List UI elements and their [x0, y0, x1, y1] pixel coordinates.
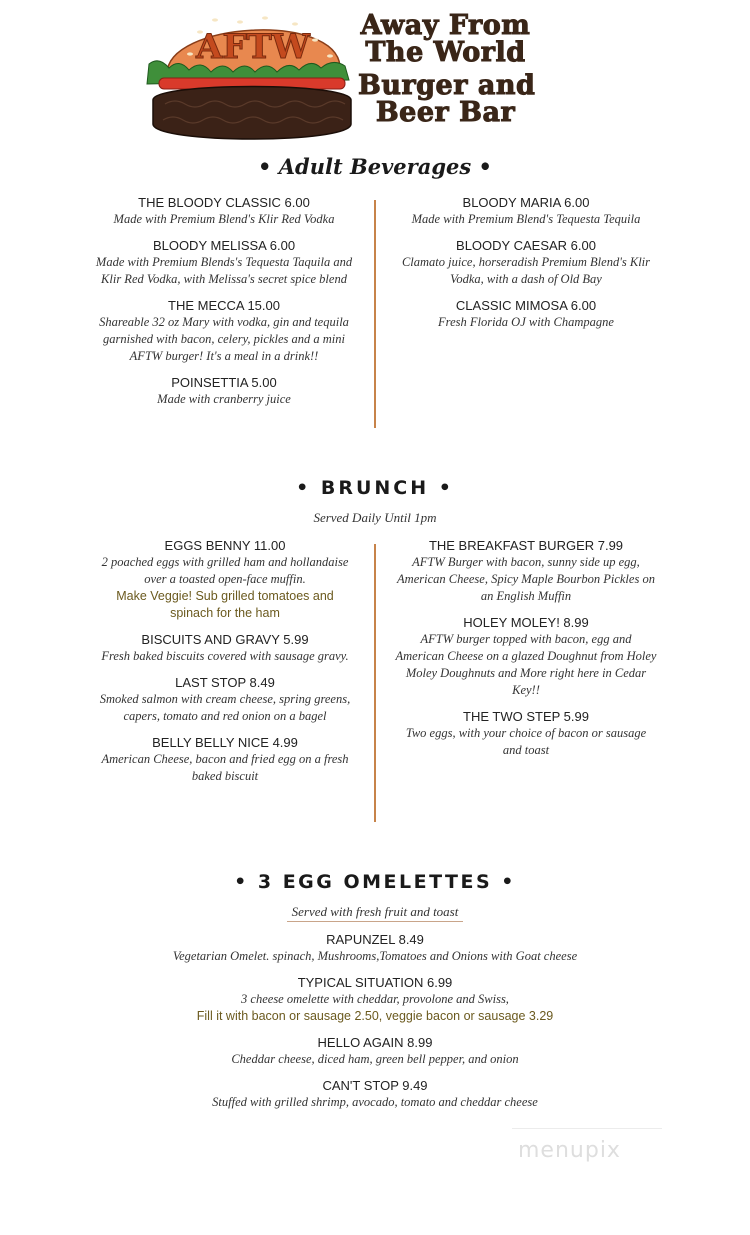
adult-beverages-left-column	[95, 194, 353, 417]
menu-item-description: Two eggs, with your choice of bacon or sausage and toast	[405, 726, 647, 757]
restaurant-name-line: Away From	[360, 10, 531, 41]
brunch-title: • BRUNCH •	[296, 477, 454, 499]
burger-illustration	[145, 4, 355, 164]
brunch-subtitle: Served Daily Until 1pm	[313, 510, 437, 525]
menu-item-description: Made with Premium Blend's Tequesta Tequila	[411, 212, 641, 226]
omelettes-list	[100, 931, 650, 1120]
menu-item-description: Stuffed with grilled shrimp, avocado, tomato and cheddar cheese	[212, 1095, 538, 1109]
brunch-right-column	[395, 537, 657, 768]
omelettes-subtitle: Served with fresh fruit and toast	[291, 904, 459, 919]
menu-item-description: Shareable 32 oz Mary with vodka, gin and tequila garnished with bacon, celery, pickles and a mini AFTW burger! It's a meal in a drink!!	[99, 315, 349, 363]
menu-item	[100, 1077, 650, 1111]
menu-item-name: HELLO AGAIN 8.99	[317, 1035, 433, 1050]
menu-item	[395, 537, 657, 605]
menu-item-name: CAN'T STOP 9.49	[322, 1078, 428, 1093]
menu-item-name: BELLY BELLY NICE 4.99	[152, 735, 298, 750]
watermark: menupix	[518, 1138, 621, 1163]
menu-item	[97, 734, 353, 785]
logo-bun-text: AFTW	[195, 27, 311, 67]
adult-beverages-right-column	[396, 194, 656, 340]
menu-item	[100, 1034, 650, 1068]
menu-item-name: BLOODY MARIA 6.00	[462, 195, 590, 210]
menu-item-name: BISCUITS AND GRAVY 5.99	[141, 632, 309, 647]
menu-item	[396, 194, 656, 228]
subtitle-underline	[287, 921, 463, 922]
menu-item-note: Fill it with bacon or sausage 2.50, veggie bacon or sausage 3.29	[196, 1009, 554, 1023]
menu-item-name: THE TWO STEP 5.99	[463, 709, 589, 724]
adult-beverages-title: • Adult Beverages •	[258, 154, 492, 179]
column-divider	[374, 544, 376, 822]
menu-item-name: THE MECCA 15.00	[168, 298, 280, 313]
menu-item-description: Made with Premium Blend's Klir Red Vodka	[113, 212, 335, 226]
burger-logo	[145, 4, 355, 164]
brunch-left-column	[97, 537, 353, 794]
menu-item	[95, 297, 353, 365]
menu-item	[97, 537, 353, 622]
menu-item	[396, 297, 656, 331]
menu-item-name: TYPICAL SITUATION 6.99	[297, 975, 453, 990]
menu-item-description: Cheddar cheese, diced ham, green bell pepper, and onion	[231, 1052, 519, 1066]
menu-item-name: HOLEY MOLEY! 8.99	[463, 615, 589, 630]
menu-item-description: Fresh baked biscuits covered with sausage gravy.	[101, 649, 349, 663]
omelettes-title: • 3 EGG OMELETTES •	[234, 871, 516, 893]
restaurant-name-line: The World	[365, 37, 526, 68]
menu-item-name: BLOODY MELISSA 6.00	[152, 238, 296, 253]
watermark-line	[512, 1128, 662, 1129]
menu-item	[100, 974, 650, 1025]
menu-item	[97, 674, 353, 725]
restaurant-name-line: Beer Bar	[375, 97, 516, 128]
menu-item-description: Made with Premium Blends's Tequesta Taquila and Klir Red Vodka, with Melissa's secret spice blend	[95, 255, 353, 286]
menu-item	[396, 237, 656, 288]
menu-item-name: LAST STOP 8.49	[175, 675, 275, 690]
menu-item-note: Make Veggie! Sub grilled tomatoes and spinach for the ham	[116, 589, 334, 620]
menu-item	[100, 931, 650, 965]
menu-item-description: Smoked salmon with cream cheese, spring greens, capers, tomato and red onion on a bagel	[99, 692, 351, 723]
menu-item-description: AFTW burger topped with bacon, egg and American Cheese on a glazed Doughnut from Holey Moley Doughnuts and More right here in Cedar Key!!	[395, 632, 657, 697]
menu-item	[395, 614, 657, 699]
menu-item-name: THE BLOODY CLASSIC 6.00	[138, 195, 310, 210]
menu-item-name: EGGS BENNY 11.00	[164, 538, 286, 553]
menu-item	[97, 631, 353, 665]
column-divider	[374, 200, 376, 428]
menu-item-description: Made with cranberry juice	[157, 392, 291, 406]
menu-item-description: Clamato juice, horseradish Premium Blend's Klir Vodka, with a dash of Old Bay	[401, 255, 651, 286]
restaurant-name-line: Burger and	[358, 70, 536, 101]
menu-item-description: Fresh Florida OJ with Champagne	[438, 315, 614, 329]
menu-item-name: THE BREAKFAST BURGER 7.99	[428, 538, 624, 553]
menu-item-description: Vegetarian Omelet. spinach, Mushrooms,Tomatoes and Onions with Goat cheese	[172, 949, 578, 963]
menu-item	[95, 374, 353, 408]
menu-item-name: POINSETTIA 5.00	[171, 375, 277, 390]
restaurant-name	[358, 10, 536, 128]
menu-item	[95, 237, 353, 288]
menu-item-description: American Cheese, bacon and fried egg on a fresh baked biscuit	[101, 752, 349, 783]
menu-item-name: CLASSIC MIMOSA 6.00	[455, 298, 597, 313]
menu-item-name: RAPUNZEL 8.49	[326, 932, 424, 947]
menu-item	[95, 194, 353, 228]
menu-item-name: BLOODY CAESAR 6.00	[456, 238, 596, 253]
menu-item-description: AFTW Burger with bacon, sunny side up egg, American Cheese, Spicy Maple Bourbon Pickles on an English Muffin	[397, 555, 655, 603]
menu-item	[395, 708, 657, 759]
menu-item-description: 2 poached eggs with grilled ham and hollandaise over a toasted open-face muffin.	[101, 555, 349, 586]
menu-item-description: 3 cheese omelette with cheddar, provolone and Swiss,	[241, 992, 509, 1006]
